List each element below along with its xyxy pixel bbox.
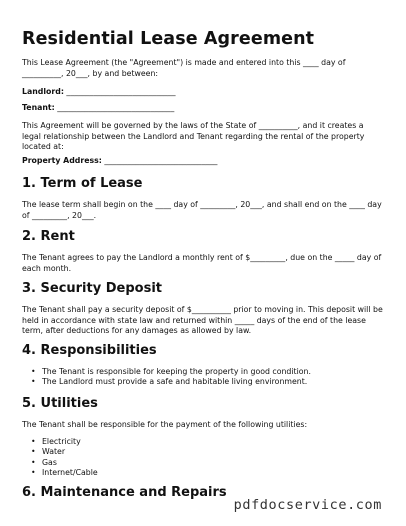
list-item: • The Tenant is responsible for keeping the property in good condition. [42,367,311,377]
landlord-blank: ____________________________ [63,87,176,96]
section-body-rent: The Tenant agrees to pay the Landlord a monthly rent of $_________, due on the _____ day of each month. [22,253,382,273]
watermark-brand: pdfdocservice.com [233,497,382,513]
tenant-label: Tenant: [22,103,55,112]
section-heading-security-deposit: 3. Security Deposit [22,281,162,296]
section-heading-utilities: 5. Utilities [22,396,98,411]
section-body-term: The lease term shall begin on the ____ day of _________, 20___, and shall end on the ____ day of _________, 20___. [22,200,382,220]
section-heading-rent: 2. Rent [22,229,75,244]
section-heading-term: 1. Term of Lease [22,176,143,191]
section-body-utilities: The Tenant shall be responsible for the payment of the following utilities: [22,420,308,429]
section-heading-responsibilities: 4. Responsibilities [22,343,157,358]
section-body-security-deposit: The Tenant shall pay a security deposit of $__________ prior to moving in. This deposit will be held in accordance with state law and returned within _____ days of the end of the lease term, after deductions for any damages as allowed by law. [22,305,383,336]
landlord-label: Landlord: [22,87,64,96]
list-item: • Internet/Cable [42,468,98,478]
list-item: • The Landlord must provide a safe and habitable living environment. [42,377,311,387]
utilities-list [22,437,98,479]
tenant-blank: ______________________________ [54,103,175,112]
property-address-label: Property Address: [22,156,102,165]
responsibilities-list [22,367,311,388]
section-heading-maintenance: 6. Maintenance and Repairs [22,485,227,500]
property-address-blank: _____________________________ [101,156,218,165]
document-title: Residential Lease Agreement [22,29,315,49]
list-item: • Water [42,447,98,457]
list-item: • Gas [42,458,98,468]
governing-law-paragraph: This Agreement will be governed by the laws of the State of __________, and it creates a legal relationship between the Landlord and Tenant regarding the rental of the property located at: [22,121,365,152]
list-item: • Electricity [42,437,98,447]
intro-paragraph: This Lease Agreement (the "Agreement") is made and entered into this ____ day of __________, 20___, by and between: [22,58,346,78]
property-address-line [22,156,384,167]
tenant-line [22,103,384,114]
landlord-line [22,87,384,98]
